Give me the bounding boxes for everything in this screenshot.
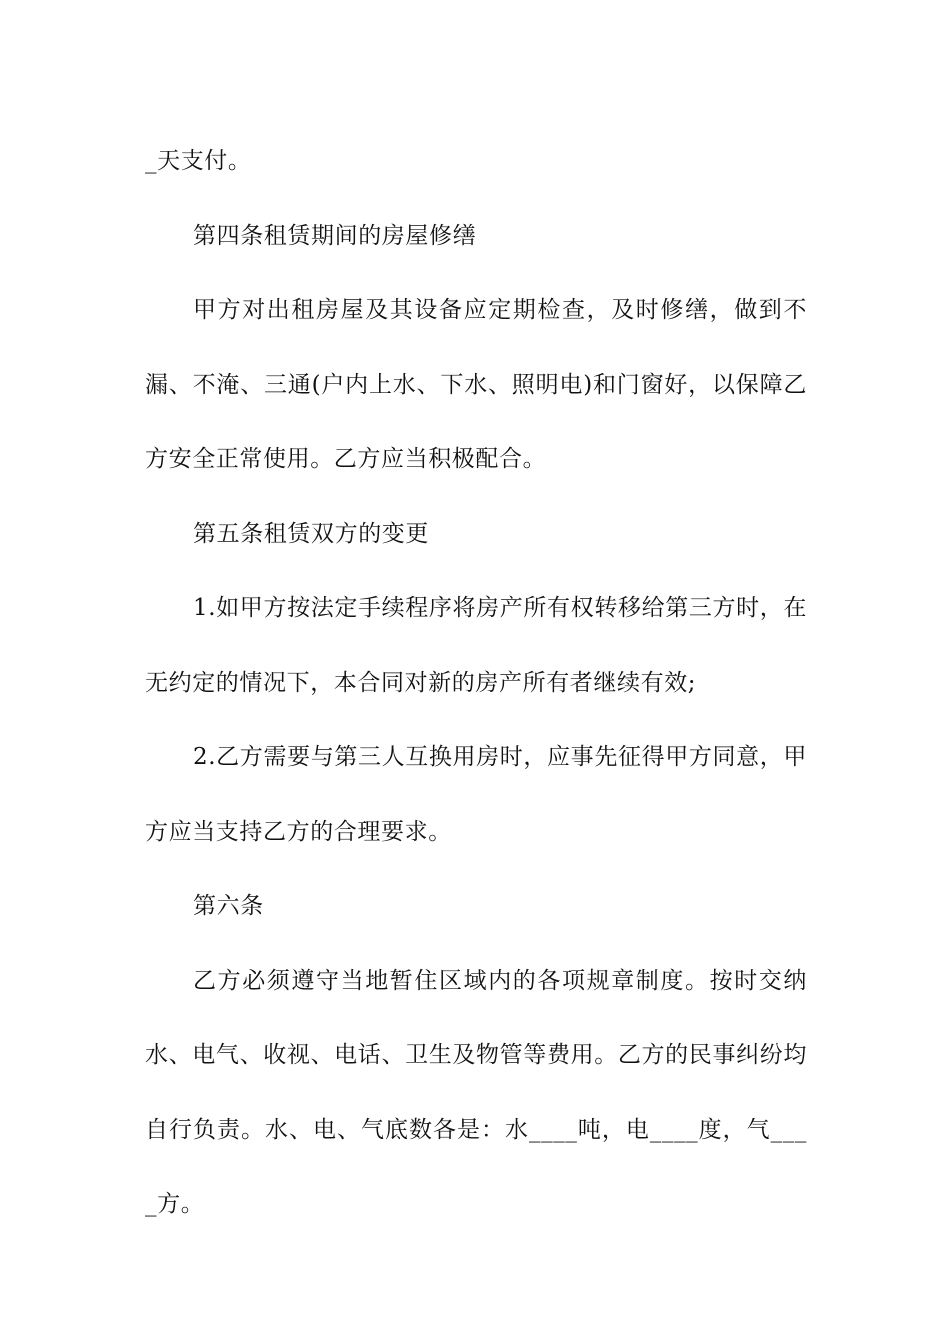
paragraph-regulations-utilities: 乙方必须遵守当地暂住区域内的各项规章制度。按时交纳水、电气、收视、电话、卫生及物管等费用。乙方的民事纠纷均自行负责。水、电、气底数各是：水____吨，电____度，气____方。 (145, 967, 807, 1217)
paragraph-exchange-clause: 2.乙方需要与第三人互换用房时，应事先征得甲方同意，甲方应当支持乙方的合理要求。 (145, 744, 807, 845)
paragraph-transfer-clause: 1.如甲方按法定手续程序将房产所有权转移给第三方时，在无约定的情况下，本合同对新的房产所有者继续有效; (145, 595, 807, 696)
heading-article-5: 第五条租赁双方的变更 (193, 520, 429, 547)
heading-article-4: 第四条租赁期间的房屋修缮 (193, 222, 477, 249)
document-body (145, 124, 807, 1242)
paragraph-repairs: 甲方对出租房屋及其设备应定期检查，及时修缮，做到不漏、不淹、三通(户内上水、下水、照明电)和门窗好，以保障乙方安全正常使用。乙方应当积极配合。 (145, 297, 807, 472)
paragraph-payment-tail: _天支付。 (145, 148, 252, 174)
heading-article-6: 第六条 (193, 893, 264, 919)
